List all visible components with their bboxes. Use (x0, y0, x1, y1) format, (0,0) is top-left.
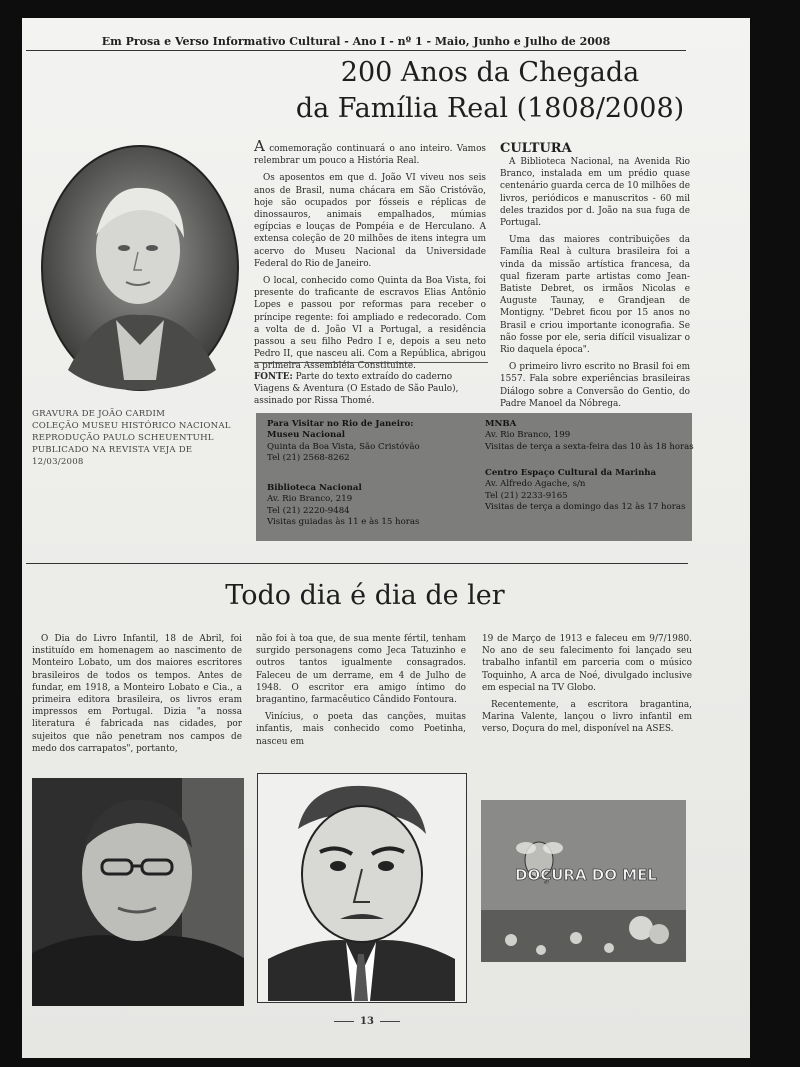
section-heading-cultura: CULTURA (500, 141, 572, 156)
page-number-rule (334, 1021, 354, 1022)
portrait-caption: GRAVURA DE JOÃO CARDIM COLEÇÃO MUSEU HISTÓRICO NACIONAL REPRODUÇÃO PAULO SCHEUENTUHL PUBLICADO NA REVISTA VEJA DE 12/03/2008 (32, 409, 231, 467)
visit-info-box (256, 413, 692, 541)
running-header: Em Prosa e Verso Informativo Cultural - Ano I - nº 1 - Maio, Junho e Julho de 2008 (26, 36, 686, 51)
book-cover-title: DOÇURA DO MEL (515, 866, 657, 884)
title-line-2: da Família Real (1808/2008) (295, 93, 685, 124)
marinha-info: Centro Espaço Cultural da Marinha Av. Alfredo Agache, s/n Tel (21) 2233-9165 Visitas de terça a domingo das 12 às 17 horas (485, 468, 686, 513)
article-column-1: A comemoração continuará o ano inteiro. Vamos relembrar um pouco a História Real. Os aposentos em que d. João VI viveu nos seis anos de Brasil, numa chácara em São Cristóvão, hoje são ocupados por fósseis e réplicas de dinossauros, animais empalhados, múmias egípcias e louças de Pompéia e de Herculano. A extensa coleção de 20 milhões de itens integra um acervo do Museu Nacional da Universidade Federal do Rio de Janeiro. O local, conhecido como Quinta da Boa Vista, foi presente do traficante de escravos Elias Antônio Lopes e passou por reformas para receber o príncipe regente: foi ampliado e redecorado. Com a volta de d. João VI a Portugal, a residência passou a seu filho Pedro I e, depois a seu neto Pedro II, que nasceu ali. Com a República, abrigou a primeira Assembléia Constituinte. (254, 137, 486, 372)
mnba-info: MNBA Av. Rio Branco, 199 Visitas de terça a sexta-feira das 10 às 18 horas (485, 419, 694, 452)
article-title-2: Todo dia é dia de ler (225, 580, 505, 611)
page-number: 13 (322, 1016, 412, 1027)
divider (254, 362, 488, 363)
caricature-vinicius (257, 773, 467, 1003)
museu-nacional-info: Para Visitar no Rio de Janeiro: Museu Nacional Quinta da Boa Vista, São Cristóvão Tel (21) 2568-8262 (267, 419, 420, 464)
article2-column-3: 19 de Março de 1913 e faleceu em 9/7/1980. No ano de seu falecimento foi lançado seu trabalho infantil em parceria com o músico Toquinho, A arca de Noé, divulgado inclusive em especial na TV Globo. Recentemente, a escritora bragantina, Marina Valente, lançou o livro infantil em verso, Doçura do mel, disponível na ASES. (482, 634, 692, 735)
section-divider (26, 563, 688, 564)
biblioteca-nacional-info: Biblioteca Nacional Av. Rio Branco, 219 Tel (21) 2220-9484 Visitas guiadas às 11 e às 15 horas (267, 483, 420, 528)
article2-column-2: não foi à toa que, de sua mente fértil, tenham surgido personagens como Jeca Tatuzinho e outros tantos igualmente consagrados. Faleceu de um derrame, em 4 de Julho de 1948. O escritor era amigo íntimo do bragantino, farmacêutico Cândido Fontoura. Vinícius, o poeta das canções, muitas infantis, mais conhecido como Poetinha, nasceu em (256, 634, 466, 747)
portrait-engraving (38, 140, 243, 400)
book-cover-docura-do-mel (481, 800, 686, 962)
page-number-rule (380, 1021, 400, 1022)
title-line-1: 200 Anos da Chegada (340, 57, 640, 88)
article-title (290, 55, 690, 135)
article-column-2: A Biblioteca Nacional, na Avenida Rio Branco, instalada em um prédio quase centenário guarda cerca de 10 milhões de livros, periódicos e manuscritos - 60 mil deles trazidos por d. João na sua fuga de Portugal. Uma das maiores contribuições da Família Real à cultura brasileira foi a vinda da missão artística francesa, da qual fizeram parte artistas como Jean-Batiste Debret, os irmãos Nicolas e Auguste Taunay, e Grandjean de Montigny. "Debret ficou por 15 anos no Brasil e criou importante iconografia. Se não fosse por ele, seria difícil visualizar o Rio daquela época". O primeiro livro escrito no Brasil foi em 1557. Fala sobre experiências brasileiras Diálogo sobre a Conversão do Gentio, do Padre Manoel da Nóbrega. (500, 157, 690, 409)
source-note: FONTE: Parte do texto extraído do caderno Viagens & Aventura (O Estado de São Paulo), assinado por Rissa Thomé. (254, 372, 459, 407)
article2-column-1: O Dia do Livro Infantil, 18 de Abril, foi instituído em homenagem ao nascimento de Monteiro Lobato, um dos maiores escritores brasileiros de todos os tempos. Antes de fundar, em 1918, a Monteiro Lobato e Cia., a primeira editora brasileira, os livros eram impressos em Portugal. Dizia "a nossa literatura é fabricada nas cidades, por sujeitos que não penetram nos campos de medo dos carrapatos", portanto, (32, 634, 242, 754)
photo-monteiro-lobato (32, 778, 244, 1006)
